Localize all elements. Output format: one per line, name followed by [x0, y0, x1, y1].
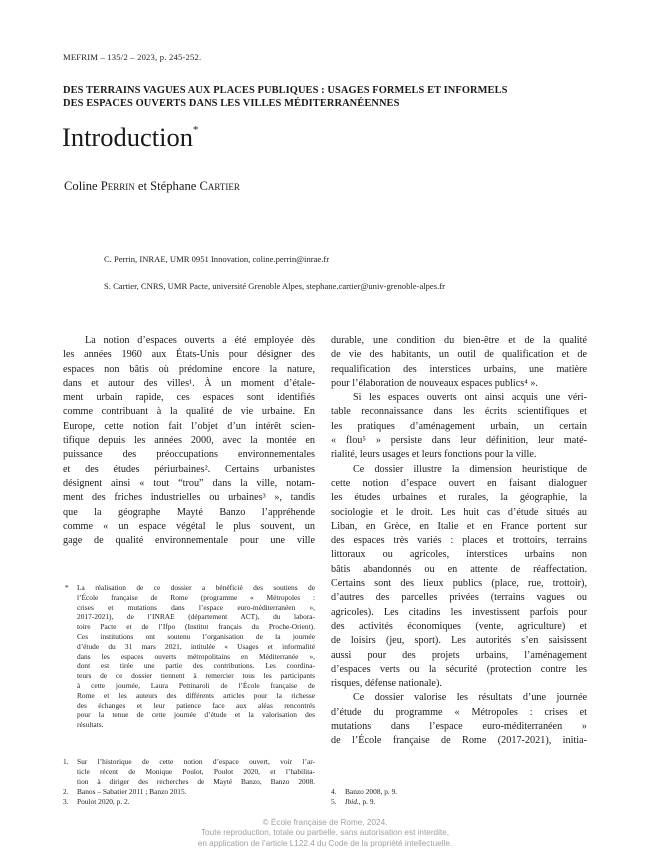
copyright-footer — [0, 818, 650, 849]
footnote-line: résultats. — [77, 720, 104, 730]
body-line: Si les espaces ouverts ont ainsi acquis une véri- — [353, 392, 587, 404]
body-line: Europe, cette notion fait l’objet d’un intérêt scien- — [63, 420, 315, 432]
authors-joiner: et — [137, 179, 148, 193]
footnote-line: à cette journée, Laura Pettinaroli de l’École française de — [77, 680, 315, 690]
body-line: désignent ainsi « tout “trou” dans la ville, notam- — [63, 477, 315, 489]
body-line: les pratiques d’aménagement urbain, un certain — [331, 420, 587, 432]
title-footnote-mark: * — [193, 124, 199, 136]
body-line: comme « un espace végétal le plus souvent, un — [63, 520, 315, 532]
body-line: Certains sont des lieux publics (place, rue, trottoir), — [331, 578, 587, 590]
footnote-ibid: Ibid. — [345, 797, 359, 806]
body-line: aussi pour des projets urbains, l’aménagement — [331, 649, 587, 661]
footnote-line: dont est tirée une partie des contributions. Les coordina- — [77, 661, 315, 671]
footnote-mark: * — [65, 583, 69, 592]
footnote-line: l’École française de Rome (programme « Métropoles : — [77, 592, 315, 602]
footer-line: en application de l’article L122.4 du Code de la propriété intellectuelle. — [197, 838, 453, 848]
author-1-last: Perrin — [100, 179, 135, 193]
body-line: ment urbain rapide, ces espaces sont identifiés — [63, 392, 315, 404]
footnote-number: 2. — [63, 787, 69, 796]
body-line: littoraux ou agricoles, interstices urbains non — [331, 549, 587, 561]
footnote-number: 4. — [331, 787, 337, 796]
body-line: agricoles). Les citadins les investissent parfois pour — [331, 606, 587, 618]
body-line: les années 1960 aux États-Unis pour désigner des — [63, 349, 315, 361]
running-head: MEFRIM – 135/2 – 2023, p. 245-252. — [63, 52, 202, 62]
footnote-line: Sur l’historique de cette notion d’espace ouvert, voir l’ar- — [77, 757, 315, 766]
body-line: dans et autour des villes¹. À un moment d’étale- — [63, 377, 315, 389]
body-line: rialité, leurs usages et leurs fonctions pour la ville. — [331, 449, 537, 461]
footnote-line: Banos – Sabatier 2011 ; Banzo 2015. — [77, 787, 187, 796]
body-line: ment des friches industrielles ou urbaines³ », tandis — [63, 492, 315, 504]
body-line: durable, une condition du bien-être et de la qualité — [331, 335, 587, 346]
footnote-line: dans les espaces ouverts métropolitains en Méditerranée », — [77, 651, 315, 661]
body-line: sociologie et le droit. Les huit cas d’étude situés au — [331, 506, 587, 518]
author-2-last: Cartier — [199, 179, 240, 193]
body-line: d’autres des parcelles privées (terrains vagues ou — [331, 592, 587, 604]
body-line: Liban, en Grèce, en Italie et en France portent sur — [331, 520, 587, 532]
footnote-number: 3. — [63, 797, 69, 806]
body-line: et des études périurbaines². Certains urbanistes — [63, 463, 315, 475]
body-line: puissance des préoccupations environnementales — [63, 449, 315, 461]
footnote-line: Rome et les auteurs des différents articles pour la richesse — [77, 690, 315, 700]
footnote-line: ticle récent de Monique Poulot, Poulot 2020, et l’habilita- — [77, 766, 315, 776]
body-line: mutations dans l’espace euro-méditerranéen » — [331, 721, 587, 733]
footnote-line: Ces institutions ont soutenu l’organisation de la journée — [77, 631, 315, 641]
footnote-text: Banzo 2008, p. 9. — [345, 787, 398, 796]
series-title — [63, 84, 593, 110]
footnote-line: tion à diriger des recherches de Mayté Banzo, Banzo 2008. — [77, 776, 315, 786]
body-line: bâtis abandonnés ou en attente de réaffectation. — [331, 563, 587, 575]
footnote-line: teurs de ce dossier tiennent à remercier tous les participants — [77, 671, 315, 681]
body-line: de l’École française de Rome (2017-2021), initia- — [331, 735, 587, 747]
body-line: d’étude du programme « Métropoles : crises et — [331, 706, 587, 718]
body-line: de loisirs (jeu, sport). Les autorités s’en saisissent — [331, 635, 587, 647]
body-line: Ce dossier valorise les résultats d’une journée — [353, 692, 587, 704]
footnote-3 — [63, 797, 315, 807]
body-line: requalification des interstices urbains, une matière — [331, 363, 587, 375]
body-line: des espaces très variés : places et trottoirs, terrains — [331, 535, 587, 547]
footnote-1 — [63, 757, 315, 786]
body-line: table reconnaissance dans les écrits scientifiques et — [331, 406, 587, 418]
footnote-number: 5. — [331, 797, 337, 806]
footer-line: © École française de Rome, 2024. — [262, 818, 388, 827]
body-line: comme contribuant à la qualité de vie urbaine. En — [63, 406, 315, 418]
body-line: des activités économiques (vente, agriculture) et — [331, 620, 587, 632]
footnote-line: Poulot 2020, p. 2. — [77, 797, 130, 806]
footnote-line: 2017-2021), de l’INRAE (département ACT), du labora- — [77, 612, 315, 622]
footnote-line: toire Pacte et de l’Ifpo (Institut français du Proche-Orient). — [77, 622, 315, 632]
body-line: La notion d’espaces ouverts a été employée dès — [85, 335, 315, 346]
body-column-right — [331, 334, 587, 749]
author-2-first: Stéphane — [150, 179, 197, 193]
body-line: Ce dossier illustre la dimension heuristique de — [353, 463, 587, 475]
body-line: risques, défense nationale). — [331, 678, 442, 690]
body-line: que la géographe Mayté Banzo l’appréhende — [63, 506, 315, 518]
affiliation-2: S. Cartier, CNRS, UMR Pacte, université Grenoble Alpes, stephane.cartier@univ-grenoble-alpes.fr — [104, 281, 445, 291]
footnote-4 — [331, 787, 587, 797]
series-title-line: DES ESPACES OUVERTS DANS LES VILLES MÉDITERRANÉENNES — [63, 98, 400, 110]
footnote-2 — [63, 787, 315, 797]
footnote-line: pour la tenue de cette journée d’étude et la valorisation des — [77, 710, 315, 720]
body-line: tifique depuis les années 2000, avec la montée en — [63, 435, 315, 447]
footnote-line: La réalisation de ce dossier a bénéficié des soutiens de — [77, 583, 315, 592]
footnote-number: 1. — [63, 757, 69, 766]
footnote-5 — [331, 797, 587, 807]
body-line: pour l’élaboration de nouveaux espaces publics⁴ ». — [331, 377, 538, 389]
footnote-line: des échanges et leur patience face aux aléas rencontrés — [77, 700, 315, 710]
footer-line: Toute reproduction, totale ou partielle, sans autorisation est interdite, — [200, 828, 450, 838]
series-title-line: DES TERRAINS VAGUES AUX PLACES PUBLIQUES : USAGES FORMELS ET INFORMELS — [63, 85, 508, 96]
body-line: espaces non bâtis où prédomine encore la nature, — [63, 363, 315, 375]
body-line: de vie des habitants, un outil de qualification et de — [331, 349, 587, 361]
body-line: gage de qualité environnementale pour une ville — [63, 535, 315, 547]
body-line: d’espaces verts ou la sécurité (protection contre les — [331, 663, 587, 675]
body-line: « flou⁵ » persiste dans leur définition, leur maté- — [331, 435, 587, 447]
article-title-text: Introduction — [62, 122, 193, 152]
authors — [64, 179, 240, 194]
body-column-left — [63, 334, 315, 548]
body-line: les études urbaines et rurales, la géographie, la — [331, 492, 587, 504]
body-line: cette notion d’espace ouvert en faisant dialoguer — [331, 477, 587, 489]
affiliation-1: C. Perrin, INRAE, UMR 0951 Innovation, coline.perrin@inrae.fr — [104, 254, 330, 264]
author-1-first: Coline — [64, 179, 98, 193]
footnote-line: d’étude du 31 mars 2021, intitulée « Usages et informalité — [77, 641, 315, 651]
footnote-text: , p. 9. — [358, 797, 376, 806]
footnote-line: crises et mutations dans l’espace euro-méditerranéen », — [77, 602, 315, 612]
article-title — [62, 122, 199, 153]
footnote-star — [65, 583, 315, 730]
